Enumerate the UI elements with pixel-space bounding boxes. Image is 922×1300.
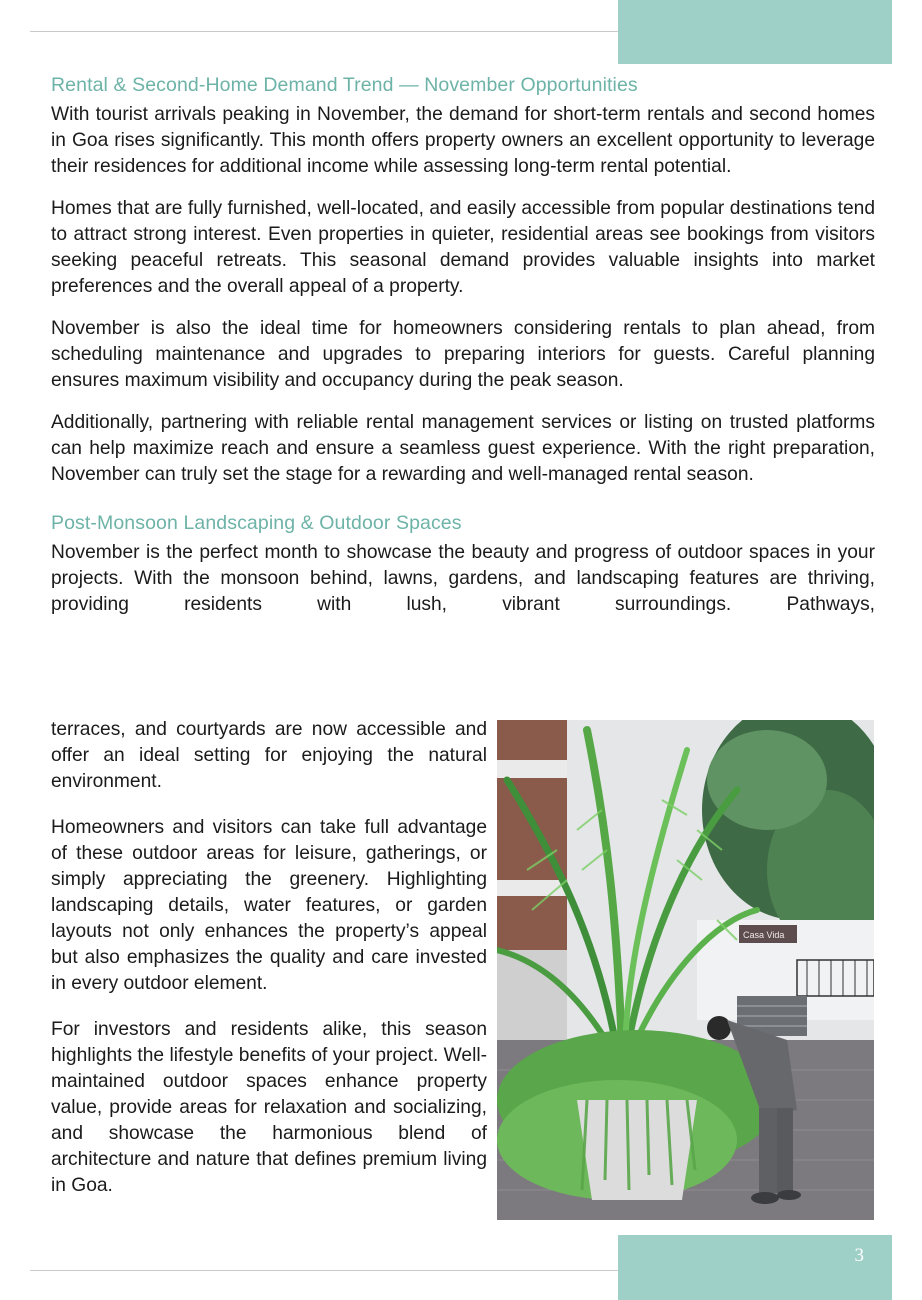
paragraph: For investors and residents alike, this season highlights the lifestyle benefits of your project. Well-maintained outdoor spaces enhance property value, provide areas for relaxation and socializing, and showcase the harmonious blend of architecture and nature that defines premium living in Goa. <box>51 1019 487 1196</box>
garden-photo-illustration <box>497 720 874 1220</box>
paragraph: With tourist arrivals peaking in November, the demand for short-term rentals and second homes in Goa rises significantly. This month offers property owners an excellent opportunity to leverage their residences for additional income while assessing long-term rental potential. <box>51 104 875 177</box>
paragraph: Homes that are fully furnished, well-located, and easily accessible from popular destinations tend to attract strong interest. Even properties in quieter, residential areas see bookings from visitors seeking peaceful retreats. This seasonal demand provides valuable insights into market preferences and the overall appeal of a property. <box>51 198 875 297</box>
paragraph: Additionally, partnering with reliable rental management services or listing on trusted platforms can help maximize reach and ensure a seamless guest experience. With the right preparation, November can truly set the stage for a rewarding and well-managed rental season. <box>51 412 875 485</box>
wrapped-text-column <box>51 717 487 1199</box>
header-accent-block <box>618 0 892 64</box>
section-heading-landscaping: Post-Monsoon Landscaping & Outdoor Spaces <box>51 512 462 534</box>
top-divider-line <box>30 31 620 32</box>
garden-photo <box>497 720 874 1220</box>
bottom-divider-line <box>30 1270 620 1271</box>
paragraph: Homeowners and visitors can take full advantage of these outdoor areas for leisure, gatherings, or simply appreciating the greenery. Highlighting landscaping details, water features, or garden layouts not only enhances the property’s appeal but also emphasizes the quality and care invested in every outdoor element. <box>51 817 487 994</box>
paragraph-intro: November is the perfect month to showcase the beauty and progress of outdoor spaces in your projects. With the monsoon behind, lawns, gardens, and landscaping features are thriving, providing residents with lush, vibrant surroundings. Pathways, <box>51 542 875 615</box>
main-content <box>51 72 875 618</box>
paragraph: November is also the ideal time for homeowners considering rentals to plan ahead, from scheduling maintenance and upgrades to preparing interiors for guests. Careful planning ensures maximum visibility and occupancy during the peak season. <box>51 318 875 391</box>
page-number: 3 <box>854 1245 864 1266</box>
sign-text: Casa Vida <box>743 930 785 940</box>
section-heading-rental-demand: Rental & Second-Home Demand Trend — November Opportunities <box>51 74 638 96</box>
footer-accent-block <box>618 1235 892 1300</box>
paragraph: terraces, and courtyards are now accessible and offer an ideal setting for enjoying the natural environment. <box>51 719 487 792</box>
person-head <box>707 1016 731 1040</box>
